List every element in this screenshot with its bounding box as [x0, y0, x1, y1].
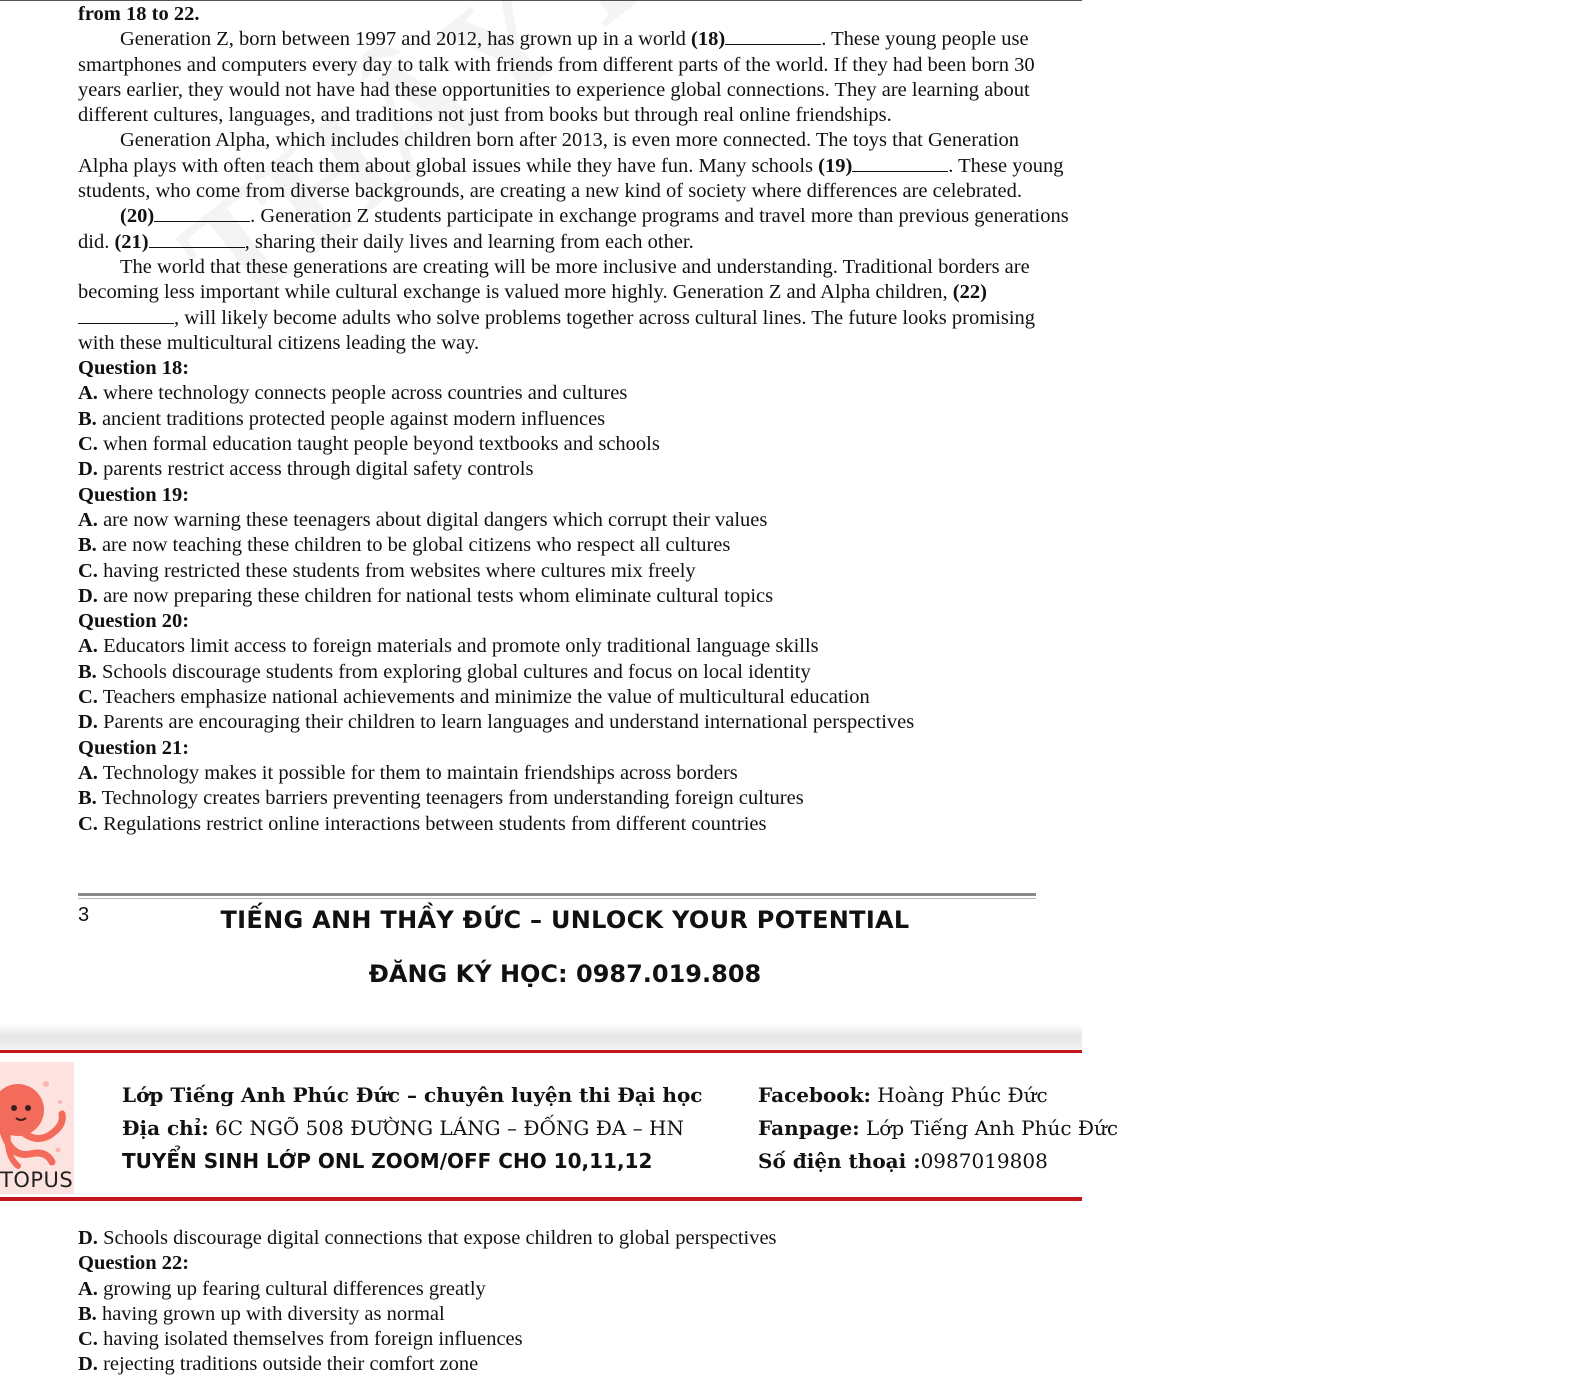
- q22-option-c: C. having isolated themselves from foreign influences: [78, 1328, 523, 1351]
- q18-option-d: D. parents restrict access through digital safety controls: [78, 458, 534, 481]
- q19-option-a: A. are now warning these teenagers about digital dangers which corrupt their values: [78, 508, 768, 531]
- q21-option-d: D. Schools discourage digital connections that expose children to global perspectives: [78, 1227, 777, 1249]
- page-break: [0, 1024, 1082, 1050]
- q18-option-b: B. ancient traditions protected people against modern influences: [78, 407, 606, 430]
- passage-paragraph-4: The world that these generations are creating will be more inclusive and understanding. Traditional borders are becoming less important while cultural exchange is valued more highly. Generation Z and Alpha children, (22), will likely become adults who solve problems together across cultural lines. The future looks promising with these multicultural citizens leading the way.: [78, 255, 1036, 354]
- logo-text: TOPUS: [0, 1168, 74, 1192]
- blank-label-21: (21): [114, 230, 149, 253]
- q18-option-a: A. where technology connects people across countries and cultures: [78, 382, 628, 405]
- footer-divider-thin: [78, 898, 1036, 899]
- question-22-title: Question 22:: [78, 1252, 190, 1275]
- q20-option-d: D. Parents are encouraging their children to learn languages and understand international perspectives: [78, 711, 915, 734]
- blank-label-19: (19): [818, 154, 853, 177]
- q19-option-c: C. having restricted these students from websites where cultures mix freely: [78, 559, 696, 582]
- blank-21: [149, 231, 245, 248]
- blank-20: [154, 205, 250, 222]
- header-address: Địa chỉ: 6C NGÕ 508 ĐƯỜNG LÁNG – ĐỐNG ĐA – HN: [122, 1116, 684, 1140]
- blank-22: [78, 307, 174, 324]
- header-phone: Số điện thoại :0987019808: [758, 1149, 1048, 1173]
- q20-option-b: B. Schools discourage students from exploring global cultures and focus on local identity: [78, 660, 811, 683]
- q20-option-c: C. Teachers emphasize national achievements and minimize the value of multicultural education: [78, 686, 870, 709]
- page-number: 3: [78, 904, 90, 926]
- blank-label-20: (20): [120, 205, 155, 228]
- question-20-title: Question 20:: [78, 610, 190, 633]
- question-21-title: Question 21:: [78, 736, 190, 759]
- blank-label-18: (18): [691, 28, 726, 51]
- q22-option-b: B. having grown up with diversity as normal: [78, 1302, 445, 1325]
- upper-body: [78, 2, 1070, 837]
- q19-option-b: B. are now teaching these children to be global citizens who respect all cultures: [78, 534, 731, 557]
- blank-19: [852, 155, 948, 172]
- footer-divider: [78, 893, 1036, 896]
- header-facebook: Facebook: Hoàng Phúc Đức: [758, 1083, 1048, 1107]
- question-19-title: Question 19:: [78, 483, 190, 506]
- top-divider: [0, 0, 1082, 1]
- q22-option-a: A. growing up fearing cultural differences greatly: [78, 1277, 486, 1300]
- q20-option-a: A. Educators limit access to foreign materials and promote only traditional language skills: [78, 635, 819, 658]
- passage-paragraph-3: (20) . Generation Z students participate in exchange programs and travel more than previous generations did. (21) , sharing their daily lives and learning from each other.: [78, 205, 1069, 253]
- lower-body: [78, 1226, 1070, 1378]
- intro-fragment: from 18 to 22.: [78, 3, 200, 25]
- q18-option-c: C. when formal education taught people beyond textbooks and schools: [78, 433, 660, 456]
- blank-18: [725, 28, 821, 45]
- passage-paragraph-1: Generation Z, born between 1997 and 2012, has grown up in a world (18) . These young people use smartphones and computers every day to talk with friends from different parts of the world. If they had been born 30 years earlier, they would not have had these opportunities to experience global connections. They are learning about different cultures, languages, and traditions not just from books but through real online friendships.: [78, 28, 1035, 127]
- footer-register: ĐĂNG KÝ HỌC: 0987.019.808: [368, 960, 762, 988]
- header-fanpage-clip: [758, 1116, 1119, 1147]
- passage-paragraph-2: Generation Alpha, which includes children born after 2013, is even more connected. The toys that Generation Alpha plays with often teach them about global issues while they have fun. Many schools (19) . These young students, who come from diverse backgrounds, are creating a new kind of society where differences are celebrated.: [78, 129, 1064, 203]
- header-school-name: Lớp Tiếng Anh Phúc Đức – chuyên luyện thi Đại học: [122, 1083, 703, 1107]
- q19-option-d: D. are now preparing these children for national tests whom eliminate cultural topics: [78, 584, 774, 607]
- header-enrollment: TUYỂN SINH LỚP ONL ZOOM/OFF CHO 10,11,12: [122, 1149, 653, 1173]
- header-top-rule: [0, 1050, 1082, 1053]
- header-bottom-rule: [0, 1197, 1082, 1201]
- question-18-title: Question 18:: [78, 357, 190, 380]
- footer-title: TIẾNG ANH THẦY ĐỨC – UNLOCK YOUR POTENTIAL: [220, 906, 910, 934]
- header-fanpage: Fanpage: Lớp Tiếng Anh Phúc Đức: [758, 1116, 1119, 1140]
- blank-label-22: (22): [952, 281, 987, 304]
- q21-option-a: A. Technology makes it possible for them to maintain friendships across borders: [78, 761, 738, 784]
- q22-option-d: D. rejecting traditions outside their comfort zone: [78, 1353, 479, 1376]
- q21-option-b: B. Technology creates barriers preventing teenagers from understanding foreign cultures: [78, 787, 804, 810]
- q21-option-c: C. Regulations restrict online interactions between students from different countries: [78, 812, 767, 835]
